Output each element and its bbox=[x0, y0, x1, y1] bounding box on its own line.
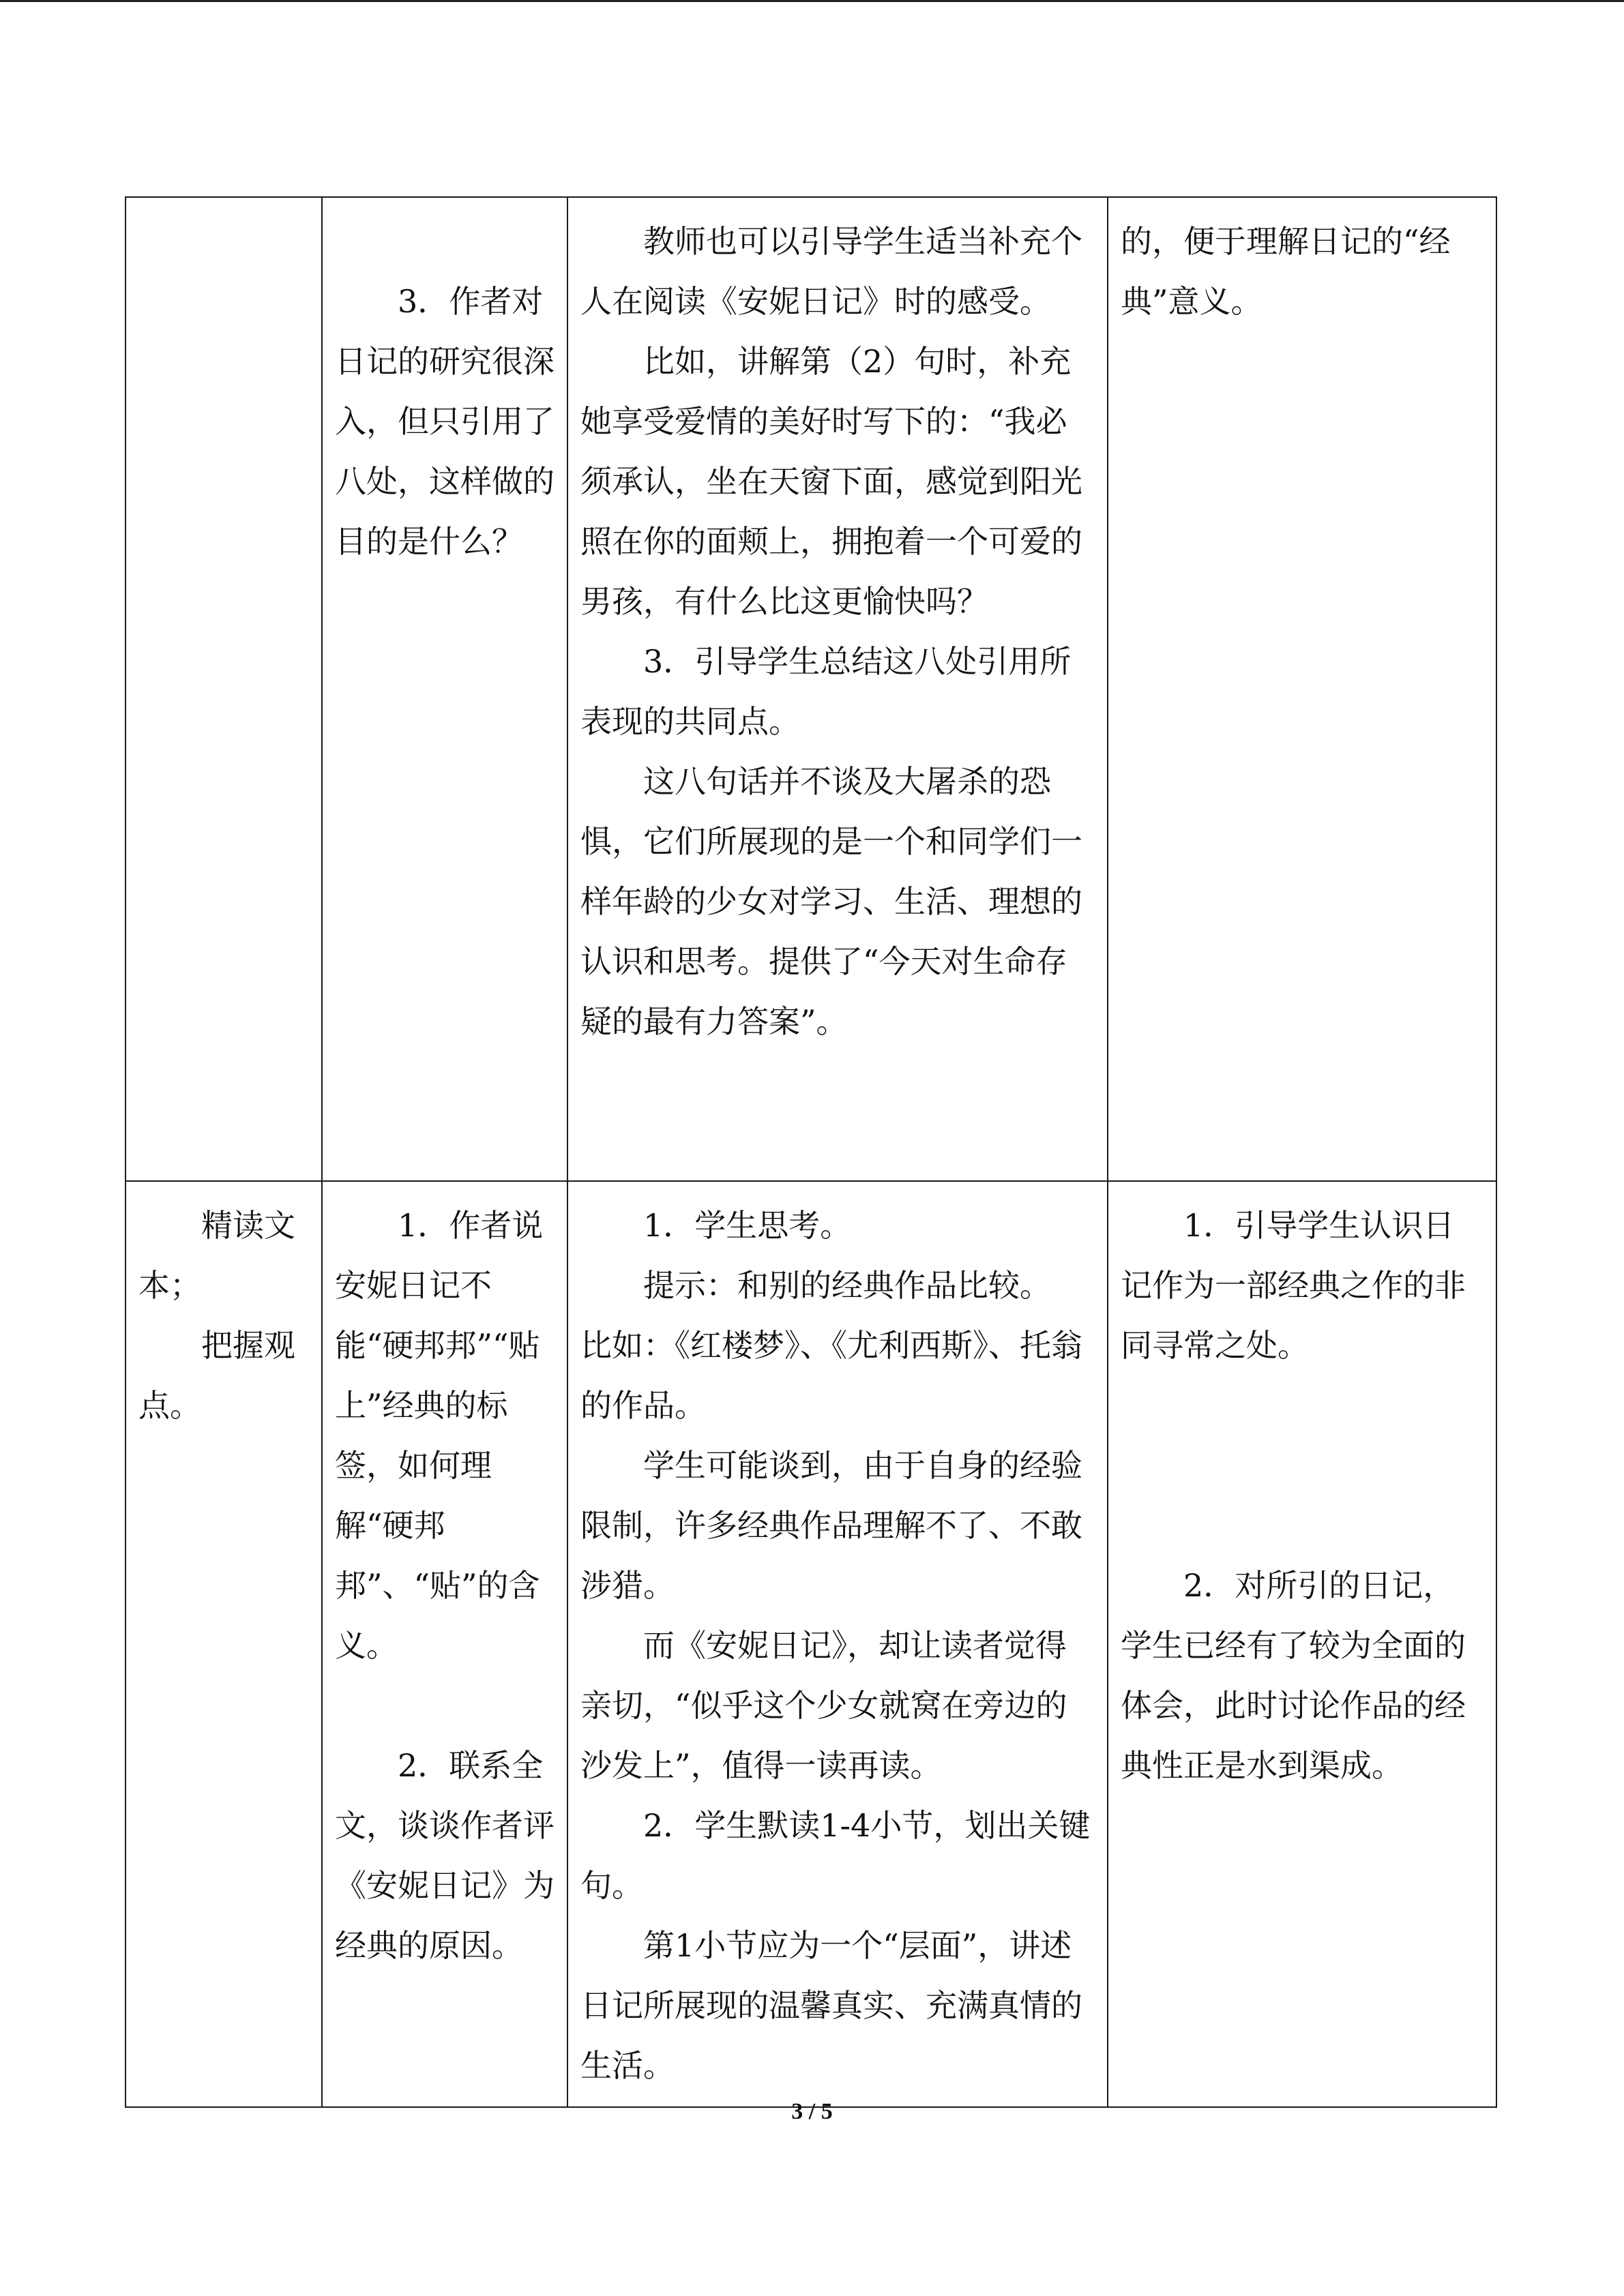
activity-cell bbox=[567, 197, 1108, 1181]
activity-paragraph: 比如：《红楼梦》、《尤利西斯》、托翁的作品。 bbox=[580, 1327, 1082, 1424]
step-text: 把握观点。 bbox=[138, 1327, 295, 1424]
lesson-plan-table bbox=[125, 196, 1497, 2108]
question-text: 2．联系全文，谈谈作者评《安妮日记》为经典的原因。 bbox=[335, 1747, 555, 1964]
table-row bbox=[126, 197, 1496, 1181]
question-cell bbox=[322, 197, 567, 1181]
page-number: 3 / 5 bbox=[791, 2099, 833, 2124]
activity-paragraph: 这八句话并不谈及大屠杀的恐惧，它们所展现的是一个和同学们一样年龄的少女对学习、生活、理想的认识和思考。提供了“今天对生命存疑的最有力答案”。 bbox=[580, 763, 1082, 1040]
intent-paragraph: 的，便于理解日记的“经典”意义。 bbox=[1121, 223, 1451, 320]
question-text: 3．作者对日记的研究很深入，但只引用了八处，这样做的目的是什么？ bbox=[335, 283, 555, 560]
page-top-border bbox=[0, 0, 1624, 2]
activity-paragraph: 比如，讲解第（2）句时，补充她享受爱情的美好时写下的：“我必须承认，坐在天窗下面，感觉到阳光照在你的面颊上，拥抱着一个可爱的男孩，有什么比这更愉快吗？ bbox=[580, 343, 1082, 620]
step-cell bbox=[126, 1181, 322, 2107]
intent-cell bbox=[1108, 1181, 1496, 2107]
activity-paragraph: 2．学生默读1-4小节，划出关键句。 bbox=[580, 1807, 1091, 1904]
activity-paragraph: 提示：和别的经典作品比较。 bbox=[643, 1267, 1051, 1304]
intent-cell bbox=[1108, 197, 1496, 1181]
intent-paragraph: 1．引导学生认识日记作为一部经典之作的非同寻常之处。 bbox=[1121, 1207, 1466, 1364]
intent-paragraph: 2．对所引的日记，学生已经有了较为全面的体会，此时讨论作品的经典性正是水到渠成。 bbox=[1121, 1567, 1466, 1784]
question-text: 1．作者说安妮日记不能“硬邦邦”“贴上”经典的标签，如何理解“硬邦邦”、“贴”的含义。 bbox=[335, 1207, 544, 1664]
activity-paragraph: 3．引导学生总结这八处引用所表现的共同点。 bbox=[580, 643, 1072, 740]
step-cell bbox=[126, 197, 322, 1181]
activity-paragraph: 学生可能谈到，由于自身的经验限制，许多经典作品理解不了、不敢涉猎。 bbox=[580, 1447, 1082, 1604]
question-cell bbox=[322, 1181, 567, 2107]
activity-paragraph: 而《安妮日记》，却让读者觉得亲切，“似乎这个少女就窝在旁边的沙发上”，值得一读再读。 bbox=[580, 1627, 1067, 1784]
step-text: 精读文本； bbox=[138, 1207, 295, 1304]
activity-paragraph: 教师也可以引导学生适当补充个人在阅读《安妮日记》时的感受。 bbox=[580, 223, 1082, 320]
activity-cell bbox=[567, 1181, 1108, 2107]
activity-paragraph: 1．学生思考。 bbox=[643, 1207, 852, 1244]
table-row bbox=[126, 1181, 1496, 2107]
activity-paragraph: 第1小节应为一个“层面”，讲述日记所展现的温馨真实、充满真情的生活。 bbox=[580, 1927, 1082, 2084]
